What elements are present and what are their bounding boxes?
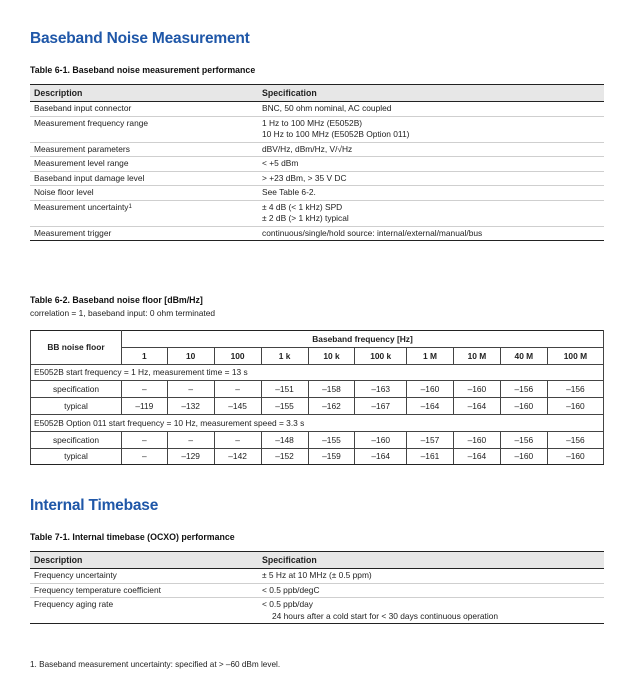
specification-line: ± 4 dB (< 1 kHz) SPD bbox=[262, 201, 343, 212]
value-cell: –132 bbox=[167, 398, 214, 415]
value-cell: –119 bbox=[122, 398, 168, 415]
description-cell bbox=[30, 598, 258, 624]
frequency-header: 1 bbox=[122, 347, 168, 364]
value-cell: –160 bbox=[453, 431, 500, 448]
value-cell: – bbox=[122, 431, 168, 448]
table-row bbox=[31, 431, 604, 448]
section-heading-baseband: Baseband Noise Measurement bbox=[30, 30, 250, 47]
column-header-specification: Specification bbox=[258, 85, 604, 102]
table-row bbox=[31, 398, 604, 415]
value-cell: –163 bbox=[355, 381, 407, 398]
frequency-header: 100 k bbox=[355, 347, 407, 364]
value-cell: –156 bbox=[547, 431, 603, 448]
specification-line: > +23 dBm, > 35 V DC bbox=[262, 172, 347, 183]
group-title: E5052B start frequency = 1 Hz, measurement time = 13 s bbox=[31, 364, 604, 381]
group-header-baseband-frequency: Baseband frequency [Hz] bbox=[122, 331, 604, 348]
description-text: Noise floor level bbox=[34, 187, 94, 197]
description-cell bbox=[30, 226, 258, 241]
value-cell: –167 bbox=[355, 398, 407, 415]
footnote-marker: 1 bbox=[128, 203, 132, 210]
description-text: Measurement level range bbox=[34, 158, 129, 168]
value-cell: – bbox=[167, 381, 214, 398]
table-6-2 bbox=[30, 330, 604, 465]
specification-cell bbox=[258, 116, 604, 142]
description-text: Measurement uncertainty bbox=[34, 201, 129, 212]
value-cell: –162 bbox=[308, 398, 355, 415]
specification-line: < 0.5 ppb/degC bbox=[262, 584, 320, 595]
value-cell: –142 bbox=[214, 448, 261, 465]
column-header-description: Description bbox=[30, 85, 258, 102]
specification-line: dBV/Hz, dBm/Hz, V/√Hz bbox=[262, 143, 353, 154]
group-title: E5052B Option 011 start frequency = 10 Hz, measurement speed = 3.3 s bbox=[31, 414, 604, 431]
table-row bbox=[31, 448, 604, 465]
table-7-1-caption: Table 7-1. Internal timebase (OCXO) performance bbox=[30, 532, 235, 542]
description-cell bbox=[30, 157, 258, 172]
frequency-header: 10 M bbox=[453, 347, 500, 364]
table-row bbox=[30, 226, 604, 241]
specification-line: < +5 dBm bbox=[262, 158, 299, 168]
specification-cell bbox=[258, 157, 604, 172]
table-row bbox=[30, 569, 604, 584]
value-cell: –156 bbox=[500, 381, 547, 398]
value-cell: –164 bbox=[355, 448, 407, 465]
specification-line: < 0.5 ppb/day bbox=[262, 599, 313, 609]
value-cell: –156 bbox=[500, 431, 547, 448]
footnote: 1. Baseband measurement uncertainty: specified at > –60 dBm level. bbox=[30, 660, 281, 669]
specification-cell bbox=[258, 583, 604, 598]
table-7-1-body bbox=[30, 569, 604, 624]
frequency-header: 100 M bbox=[547, 347, 603, 364]
section-heading-internal-timebase: Internal Timebase bbox=[30, 497, 159, 514]
description-cell bbox=[30, 142, 258, 157]
value-cell: –160 bbox=[500, 448, 547, 465]
value-cell: –160 bbox=[547, 448, 603, 465]
description-cell bbox=[30, 200, 258, 226]
specification-cell bbox=[258, 598, 604, 624]
value-cell: –129 bbox=[167, 448, 214, 465]
table-6-1-caption: Table 6-1. Baseband noise measurement performance bbox=[30, 65, 256, 75]
value-cell: –159 bbox=[308, 448, 355, 465]
table-6-1 bbox=[30, 84, 604, 241]
specification-line: ± 5 Hz at 10 MHz (± 0.5 ppm) bbox=[262, 570, 372, 580]
specification-cell bbox=[258, 226, 604, 241]
group-title-row bbox=[31, 364, 604, 381]
specification-cell bbox=[258, 186, 604, 201]
value-cell: –148 bbox=[261, 431, 308, 448]
table-6-2-subcaption: correlation = 1, baseband input: 0 ohm terminated bbox=[30, 308, 216, 318]
value-cell: – bbox=[122, 381, 168, 398]
table-row bbox=[30, 200, 604, 226]
specification-cell bbox=[258, 569, 604, 584]
specification-cell bbox=[258, 171, 604, 186]
value-cell: –164 bbox=[453, 448, 500, 465]
value-cell: –164 bbox=[453, 398, 500, 415]
description-text: Measurement parameters bbox=[34, 143, 130, 154]
specification-cell bbox=[258, 200, 604, 226]
row-header-bb-noise-floor: BB noise floor bbox=[31, 331, 122, 365]
table-6-2-body bbox=[31, 364, 604, 465]
row-label: typical bbox=[31, 398, 122, 415]
row-label: typical bbox=[31, 448, 122, 465]
column-header-description: Description bbox=[30, 552, 258, 569]
description-text: Measurement trigger bbox=[34, 227, 112, 238]
value-cell: –157 bbox=[407, 431, 454, 448]
frequency-header: 10 bbox=[167, 347, 214, 364]
frequency-header: 40 M bbox=[500, 347, 547, 364]
specification-line: 10 Hz to 100 MHz (E5052B Option 011) bbox=[262, 129, 410, 139]
description-cell bbox=[30, 583, 258, 598]
value-cell: –160 bbox=[500, 398, 547, 415]
specification-line: continuous/single/hold source: internal/external/manual/bus bbox=[262, 227, 483, 238]
specification-line: 1 Hz to 100 MHz (E5052B) bbox=[262, 117, 363, 128]
description-text: Frequency temperature coefficient bbox=[34, 584, 161, 595]
table-row bbox=[30, 598, 604, 624]
row-label: specification bbox=[31, 431, 122, 448]
table-row bbox=[30, 583, 604, 598]
value-cell: –152 bbox=[261, 448, 308, 465]
specification-line: See Table 6-2. bbox=[262, 187, 316, 197]
value-cell: –155 bbox=[261, 398, 308, 415]
value-cell: –161 bbox=[407, 448, 454, 465]
value-cell: – bbox=[214, 431, 261, 448]
table-row bbox=[30, 142, 604, 157]
value-cell: –160 bbox=[407, 381, 454, 398]
description-cell bbox=[30, 102, 258, 117]
row-label: specification bbox=[31, 381, 122, 398]
value-cell: – bbox=[214, 381, 261, 398]
table-6-2-caption: Table 6-2. Baseband noise floor [dBm/Hz] bbox=[30, 295, 203, 305]
table-6-1-body bbox=[30, 102, 604, 241]
description-text: Frequency aging rate bbox=[34, 599, 114, 609]
description-cell bbox=[30, 171, 258, 186]
description-cell bbox=[30, 116, 258, 142]
table-row bbox=[31, 381, 604, 398]
description-cell bbox=[30, 186, 258, 201]
table-row bbox=[30, 157, 604, 172]
description-text: Baseband input damage level bbox=[34, 172, 145, 183]
specification-line: 24 hours after a cold start for < 30 days continuous operation bbox=[272, 610, 499, 621]
table-row bbox=[30, 186, 604, 201]
table-row bbox=[30, 116, 604, 142]
specification-cell bbox=[258, 142, 604, 157]
description-text: Frequency uncertainty bbox=[34, 570, 117, 580]
specification-line: BNC, 50 ohm nominal, AC coupled bbox=[262, 103, 392, 113]
value-cell: –145 bbox=[214, 398, 261, 415]
value-cell: –164 bbox=[407, 398, 454, 415]
value-cell: –160 bbox=[355, 431, 407, 448]
table-row bbox=[30, 171, 604, 186]
table-7-1 bbox=[30, 551, 604, 624]
value-cell: –156 bbox=[547, 381, 603, 398]
specification-cell bbox=[258, 102, 604, 117]
value-cell: –160 bbox=[547, 398, 603, 415]
value-cell: – bbox=[122, 448, 168, 465]
value-cell: –160 bbox=[453, 381, 500, 398]
description-cell bbox=[30, 569, 258, 584]
description-text: Baseband input connector bbox=[34, 103, 132, 113]
value-cell: –158 bbox=[308, 381, 355, 398]
value-cell: –151 bbox=[261, 381, 308, 398]
value-cell: –155 bbox=[308, 431, 355, 448]
frequency-header: 10 k bbox=[308, 347, 355, 364]
column-header-specification: Specification bbox=[258, 552, 604, 569]
frequency-header: 100 bbox=[214, 347, 261, 364]
table-row bbox=[30, 102, 604, 117]
description-text: Measurement frequency range bbox=[34, 117, 149, 128]
specification-line: ± 2 dB (> 1 kHz) typical bbox=[262, 213, 349, 223]
frequency-header: 1 M bbox=[407, 347, 454, 364]
frequency-header: 1 k bbox=[261, 347, 308, 364]
group-title-row bbox=[31, 414, 604, 431]
value-cell: – bbox=[167, 431, 214, 448]
